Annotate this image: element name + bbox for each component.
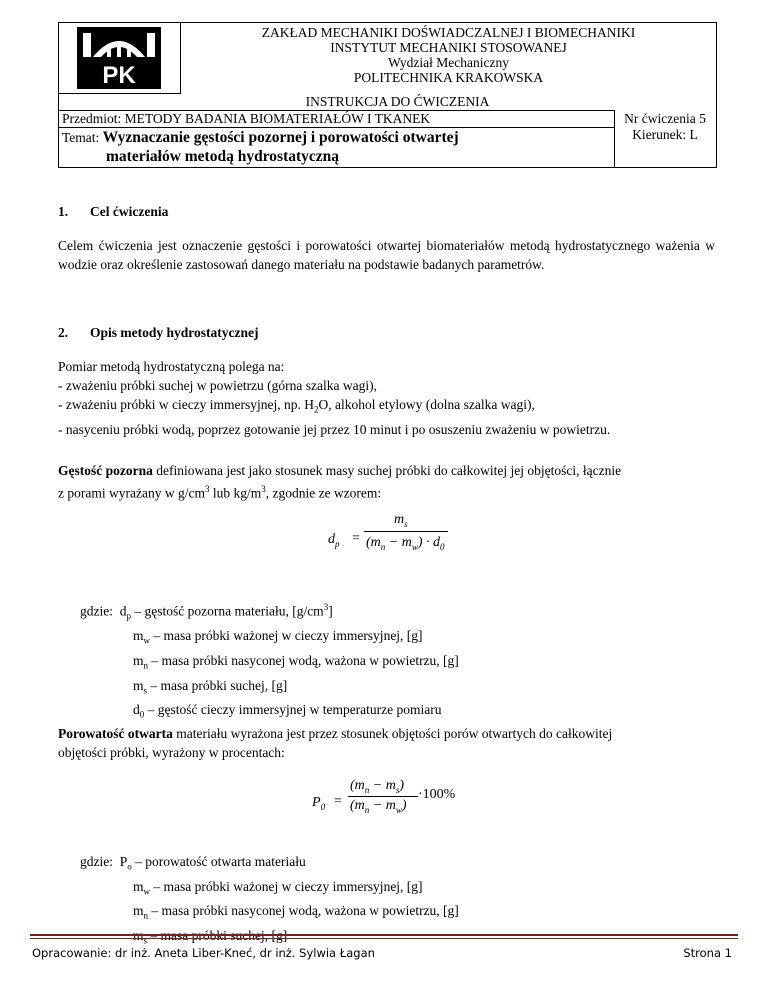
- porosity-definition: Porowatość otwarta materiału wyrażona jest przez stosunek objętości porów otwartych do całkowitej objętości próbki, wyrażony w procentach:: [58, 726, 613, 760]
- instruction-title: INSTRUKCJA DO ĆWICZENIA: [305, 94, 490, 109]
- porosity-term: Porowatość otwarta: [58, 726, 173, 741]
- formula-denominator: $(m_n - m_w) \cdot d_0$: [366, 535, 445, 552]
- method-item: - zważeniu próbki w cieczy immersyjnej, np. $H_2O$, alkohol etylowy (dolna szalka wagi),: [58, 397, 535, 415]
- exercise-info: [615, 111, 715, 143]
- page-number: Strona 1: [683, 946, 732, 960]
- density-symbols: gdzie: $d_p$ – gęstość pozorna materiału, $[g/cm^3]$ $m_w$ – masa próbki ważonej w cieczy immersyjnej, [g] $m_n$ – masa próbki nasyconej wodą, ważona w powietrzu, [g] $m_s$ – masa próbki suchej, [g] $d_0$ – gęstość cieczy immersyjnej w temperaturze pomiaru: [80, 602, 459, 720]
- footer-rule: [30, 934, 738, 936]
- formula-numerator: $m_s$: [394, 512, 408, 529]
- svg-text:PK: PK: [102, 62, 136, 89]
- section1-title: Cel ćwiczenia: [90, 204, 169, 219]
- topic-title-line1: Wyznaczanie gęstości pozornej i porowatości otwartej: [102, 129, 459, 146]
- method-item: - nasyceniu próbki wodą, poprzez gotowanie jej przez 10 minut i po osuszeniu zważeniu w powietrzu.: [58, 421, 611, 437]
- porosity-symbols: gdzie: $P_o$ – porowatość otwarta materiału $m_w$ – masa próbki ważonej w cieczy immersyjnej, [g] $m_n$ – masa próbki nasyconej wodą, ważona w powietrzu, [g] $m_s$ – masa próbki suchej, [g]: [80, 854, 459, 946]
- exercise-number: Nr ćwiczenia 5: [624, 111, 706, 126]
- university-logo: [77, 27, 161, 89]
- header-lines: [181, 23, 716, 85]
- method-item: - zważeniu próbki suchej w powietrzu (górna szalka wagi),: [58, 378, 378, 393]
- fraction-bar: [364, 531, 448, 532]
- section1-number: 1.: [58, 204, 69, 219]
- topic: [62, 128, 610, 166]
- topic-title-line2: materiałów metodą hydrostatyczną: [106, 148, 340, 165]
- section1-text: Celem ćwiczenia jest oznaczenie gęstości i porowatości otwartej biomateriałów metodą hydrostatycznego ważenia w wodzie oraz określenie zastosowań danego materiału na podstawie badanych parametrów.: [58, 238, 715, 272]
- university-name: POLITECHNIKA KRAKOWSKA: [353, 70, 544, 85]
- density-definition: Gęstość pozorna definiowana jest jako stosunek masy suchej próbki do całkowitej jej objętości, łącznie z porami wyrażany w $g/cm^3$ lub $kg/m^3$, zgodnie ze wzorem:: [58, 463, 622, 501]
- footer-rule: [30, 938, 738, 939]
- subject: Przedmiot: METODY BADANIA BIOMATERIAŁÓW I TKANEK: [62, 111, 431, 126]
- formula-lhs: $d_p$: [328, 532, 340, 549]
- field-of-study: Kierunek: L: [632, 127, 698, 142]
- section2-title: Opis metody hydrostatycznej: [90, 325, 259, 340]
- topic-label: Temat:: [62, 130, 100, 145]
- method-list: [58, 357, 738, 439]
- institute-name: INSTYTUT MECHANIKI STOSOWANEJ: [330, 40, 567, 55]
- header-table: [58, 22, 717, 168]
- section2-number: 2.: [58, 325, 69, 340]
- density-term: Gęstość pozorna: [58, 463, 153, 478]
- method-intro: Pomiar metodą hydrostatyczną polega na:: [58, 359, 285, 374]
- footer-authors: Opracowanie: dr inż. Aneta Liber-Kneć, dr inż. Sylwia Łagan: [32, 946, 375, 960]
- department-name: ZAKŁAD MECHANIKI DOŚWIADCZALNEJ I BIOMECHANIKI: [261, 25, 636, 40]
- faculty-name: Wydział Mechaniczny: [387, 55, 509, 70]
- logo-cell: [59, 23, 181, 94]
